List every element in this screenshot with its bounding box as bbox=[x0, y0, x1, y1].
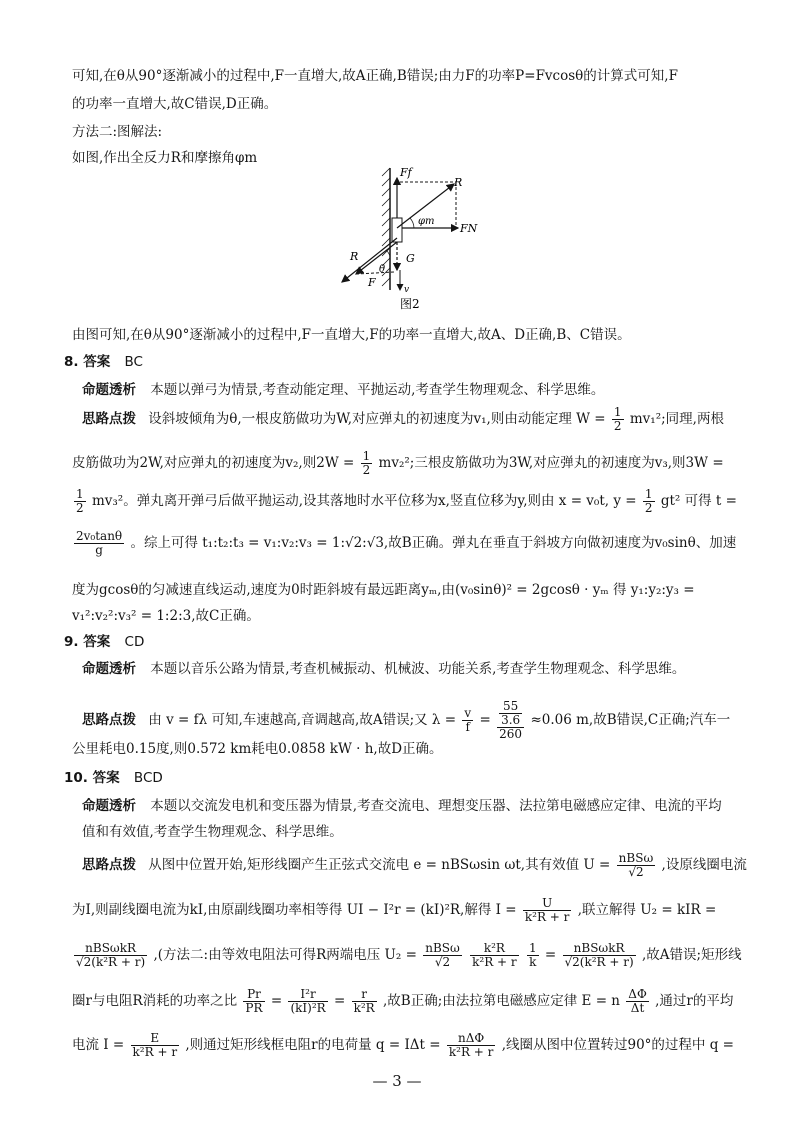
frac-num: 1 bbox=[362, 449, 371, 463]
frac-den: k²R + r bbox=[448, 1045, 494, 1059]
q8-frac-half-3 bbox=[74, 488, 86, 515]
q9-answer-line bbox=[64, 630, 144, 650]
dashed-lower bbox=[356, 272, 394, 274]
q10-frac-u2 bbox=[74, 942, 147, 969]
q9-frac-compound bbox=[497, 700, 524, 741]
q8-solution-label: 思路点拨 bbox=[82, 411, 136, 427]
frac-den: √2(k²R + r) bbox=[76, 955, 146, 969]
q9-head: 9. 答案 bbox=[64, 634, 111, 650]
q10-s4b: ,故B正确;由法拉第电磁感应定律 E = n bbox=[383, 993, 620, 1009]
q8-topic-label: 命题透析 bbox=[82, 382, 136, 398]
figure-caption: 图2 bbox=[400, 297, 420, 310]
frac-num: nBSωkR bbox=[74, 942, 147, 956]
frac-den: √2 bbox=[434, 955, 451, 969]
q9-answer: CD bbox=[124, 634, 145, 650]
frac-num: I²r bbox=[288, 988, 327, 1002]
label-phi: φm bbox=[418, 216, 435, 227]
q9-s1b: ≈0.06 m,故B错误,C正确;汽车一 bbox=[530, 712, 731, 728]
q10-frac-ie bbox=[131, 1032, 180, 1059]
q8-frac-half-1 bbox=[612, 406, 624, 433]
q8-s4b: 。综上可得 t₁:t₂:t₃ = v₁:v₂:v₃ = 1:√2:√3,故B正确。弹丸在垂直于斜坡方向做初速度为v₀sinθ、加速 bbox=[130, 535, 737, 551]
q8-topic-text: 本题以弹弓为情景,考查动能定理、平抛运动,考查学生物理观念、科学思维。 bbox=[150, 382, 605, 398]
q10-answer: BCD bbox=[133, 770, 163, 786]
q10-solution-line-1 bbox=[82, 852, 747, 879]
q10-s5c: ,线圈从图中位置转过90°的过程中 q = bbox=[501, 1037, 734, 1053]
frac-num: Pr bbox=[243, 988, 264, 1002]
label-theta: θ bbox=[379, 264, 386, 275]
frac-den: k²R + r bbox=[472, 955, 517, 969]
frac-den: 2 bbox=[613, 419, 622, 433]
frac-den: (kI)²R bbox=[290, 1001, 326, 1015]
frac-num: k²R bbox=[470, 942, 519, 956]
frac-den: k²R bbox=[353, 1001, 375, 1015]
q10-frac-m-b bbox=[470, 942, 519, 969]
q8-answer-line bbox=[64, 350, 143, 370]
q10-frac-i bbox=[523, 897, 572, 924]
frac-den: 260 bbox=[499, 727, 523, 741]
frac-den: 2 bbox=[362, 463, 371, 477]
frac-den: f bbox=[465, 720, 470, 734]
q10-solution-line-5 bbox=[72, 1032, 734, 1059]
frac-den: k bbox=[529, 955, 537, 969]
frac-num: E bbox=[131, 1032, 180, 1046]
frac-den: √2 bbox=[628, 865, 644, 879]
q9-topic-line bbox=[82, 657, 685, 677]
q9-topic-label: 命题透析 bbox=[82, 661, 136, 677]
intro-line-2: 的功率一直增大,故C错误,D正确。 bbox=[72, 96, 278, 112]
force-diagram bbox=[330, 160, 510, 310]
frac-num: v bbox=[464, 706, 472, 720]
q10-frac-p3 bbox=[352, 988, 377, 1015]
q10-frac-u bbox=[617, 852, 656, 879]
q10-s3a: ,(方法二:由等效电阻法可得R两端电压 U₂ = bbox=[153, 947, 417, 963]
frac-den: Δt bbox=[630, 1001, 645, 1015]
equals: = bbox=[270, 993, 283, 1009]
frac-num: nBSω bbox=[618, 851, 654, 865]
q10-s2a: 为I,则副线圈电流为kI,由原副线圈功率相等得 UI − I²r = (kI)²R,解得 I = bbox=[72, 902, 517, 918]
frac-num: 1 bbox=[613, 405, 622, 419]
q8-s2a: 皮筋做功为2W,对应弹丸的初速度为v₂,则2W = bbox=[72, 455, 355, 471]
label-ff: Ff bbox=[400, 166, 412, 179]
q8-head: 8. 答案 bbox=[64, 354, 111, 370]
frac-den: g bbox=[95, 543, 103, 557]
intro-line-4: 如图,作出全反力R和摩擦角φm bbox=[72, 150, 258, 166]
label-r-top: R bbox=[454, 176, 463, 189]
q10-s1a: 从图中位置开始,矩形线圈产生正弦式交流电 e = nBSωsin ωt,其有效值 U = bbox=[148, 857, 611, 873]
q8-solution-line-4 bbox=[72, 530, 736, 557]
q10-topic-line-2: 值和有效值,考查学生物理观念、科学思维。 bbox=[82, 824, 343, 840]
q10-frac-q bbox=[447, 1032, 496, 1059]
frac-num-compound bbox=[497, 700, 524, 728]
q10-s2b: ,联立解得 U₂ = kIR = bbox=[577, 902, 717, 918]
q10-solution-label: 思路点拨 bbox=[82, 857, 136, 873]
q10-s3b: ,故A错误;矩形线 bbox=[641, 947, 742, 963]
phi-arc bbox=[410, 218, 414, 228]
q8-frac-half-4 bbox=[643, 488, 655, 515]
frac-num: 1 bbox=[76, 487, 84, 501]
q10-frac-m-c bbox=[527, 942, 539, 969]
q10-frac-m-a bbox=[423, 942, 462, 969]
q10-topic-label: 命题透析 bbox=[82, 798, 136, 814]
q9-s1a: 由 v = fλ 可知,车速越高,音调越高,故A错误;又 λ = bbox=[148, 712, 457, 728]
q9-solution-label: 思路点拨 bbox=[82, 712, 136, 728]
q10-solution-line-4 bbox=[72, 988, 733, 1015]
q8-s1a: 设斜坡倾角为θ,一根皮筋做功为W,对应弹丸的初速度为v₁,则由动能定理 W = bbox=[148, 411, 606, 427]
frac-den: k²R + r bbox=[524, 910, 570, 924]
q8-s3b: mv₃²。弹丸离开弹弓后做平抛运动,设其落地时水平位移为x,竖直位移为y,则由 x = v₀t, y = bbox=[91, 493, 637, 509]
q10-s4a: 圈r与电阻R消耗的功率之比 bbox=[72, 993, 238, 1009]
frac-den: 2 bbox=[76, 501, 84, 515]
page-number: — 3 — bbox=[372, 1072, 422, 1090]
label-f: F bbox=[368, 276, 376, 289]
f-arrow bbox=[356, 242, 397, 274]
label-v: v bbox=[404, 285, 410, 295]
q10-topic-text: 本题以交流发电机和变压器为情景,考查交流电、理想变压器、法拉第电磁感应定律、电流的平均 bbox=[150, 798, 722, 814]
q10-s5b: ,则通过矩形线框电阻r的电荷量 q = IΔt = bbox=[185, 1037, 441, 1053]
frac-num: 55 bbox=[499, 700, 522, 714]
q8-solution-line-5: 度为gcosθ的匀减速直线运动,速度为0时距斜坡有最远距离yₘ,由(v₀sinθ)² = 2gcosθ · yₘ 得 y₁:y₂:y₃ = bbox=[72, 582, 695, 598]
q10-head: 10. 答案 bbox=[64, 770, 120, 786]
equals: = bbox=[479, 712, 491, 728]
intro-line-1: 可知,在θ从90°逐渐减小的过程中,F一直增大,故A正确,B错误;由力F的功率P=Fvcosθ的计算式可知,F bbox=[72, 68, 678, 84]
q9-solution-line-1 bbox=[82, 700, 730, 741]
q10-frac-pr bbox=[243, 988, 264, 1015]
method-two-heading: 方法二:图解法: bbox=[72, 124, 163, 140]
q8-solution-line-6: v₁²:v₂²:v₃² = 1:2:3,故C正确。 bbox=[72, 608, 260, 624]
q8-solution-line-3 bbox=[72, 488, 737, 515]
label-fn: FN bbox=[460, 222, 478, 235]
q8-s3c: gt² 可得 t = bbox=[660, 493, 737, 509]
intro-conclusion: 由图可知,在θ从90°逐渐减小的过程中,F一直增大,F的功率一直增大,故A、D正确,B、C错误。 bbox=[72, 327, 631, 343]
q10-solution-line-3 bbox=[72, 942, 742, 969]
frac-den: k²R + r bbox=[132, 1045, 178, 1059]
q10-topic-line bbox=[82, 794, 722, 814]
equals: = bbox=[544, 947, 557, 963]
frac-num: 1 bbox=[528, 941, 537, 955]
q8-topic-line bbox=[82, 378, 604, 398]
q10-s1b: ,设原线圈电流 bbox=[661, 857, 747, 873]
q9-topic-text: 本题以音乐公路为情景,考查机械振动、机械波、功能关系,考查学生物理观念、科学思维。 bbox=[150, 661, 686, 677]
q9-frac-v-f bbox=[462, 707, 473, 734]
equals: = bbox=[333, 993, 346, 1009]
frac-den: PR bbox=[245, 1001, 263, 1015]
q10-s5a: 电流 I = bbox=[72, 1037, 125, 1053]
q10-frac-p2 bbox=[288, 988, 327, 1015]
label-r-low: R bbox=[350, 250, 359, 263]
label-g: G bbox=[406, 252, 415, 265]
frac-num: nBSωkR bbox=[563, 942, 636, 956]
q8-frac-half-2 bbox=[361, 450, 373, 477]
frac-num: ΔΦ bbox=[628, 987, 647, 1001]
q8-solution-line-1 bbox=[82, 406, 724, 433]
q8-answer: BC bbox=[124, 354, 143, 370]
frac-num: 2v₀tanθ bbox=[76, 529, 123, 543]
frac-num: U bbox=[523, 897, 572, 911]
frac-den: √2(k²R + r) bbox=[564, 955, 634, 969]
q10-s4c: ,通过r的平均 bbox=[655, 993, 734, 1009]
q9-solution-line-2: 公里耗电0.15度,则0.572 km耗电0.0858 kW · h,故D正确。 bbox=[72, 741, 443, 757]
frac-num: r bbox=[352, 988, 377, 1002]
q8-s2b: mv₂²;三根皮筋做功为3W,对应弹丸的初速度为v₃,则3W = bbox=[378, 455, 724, 471]
q8-solution-line-2 bbox=[72, 450, 724, 477]
q8-s1b: mv₁²;同理,两根 bbox=[629, 411, 724, 427]
q10-frac-e bbox=[626, 988, 649, 1015]
frac-num: nΔΦ bbox=[447, 1032, 496, 1046]
q9-frac-speed bbox=[499, 700, 522, 727]
frac-num: nBSω bbox=[425, 941, 460, 955]
frac-den: 3.6 bbox=[501, 713, 521, 727]
frac-den: 2 bbox=[644, 501, 653, 515]
q10-solution-line-2 bbox=[72, 897, 716, 924]
q8-frac-t bbox=[74, 530, 124, 557]
q10-frac-u2-repeat bbox=[563, 942, 636, 969]
frac-num: 1 bbox=[644, 487, 653, 501]
q10-answer-line bbox=[64, 766, 163, 786]
